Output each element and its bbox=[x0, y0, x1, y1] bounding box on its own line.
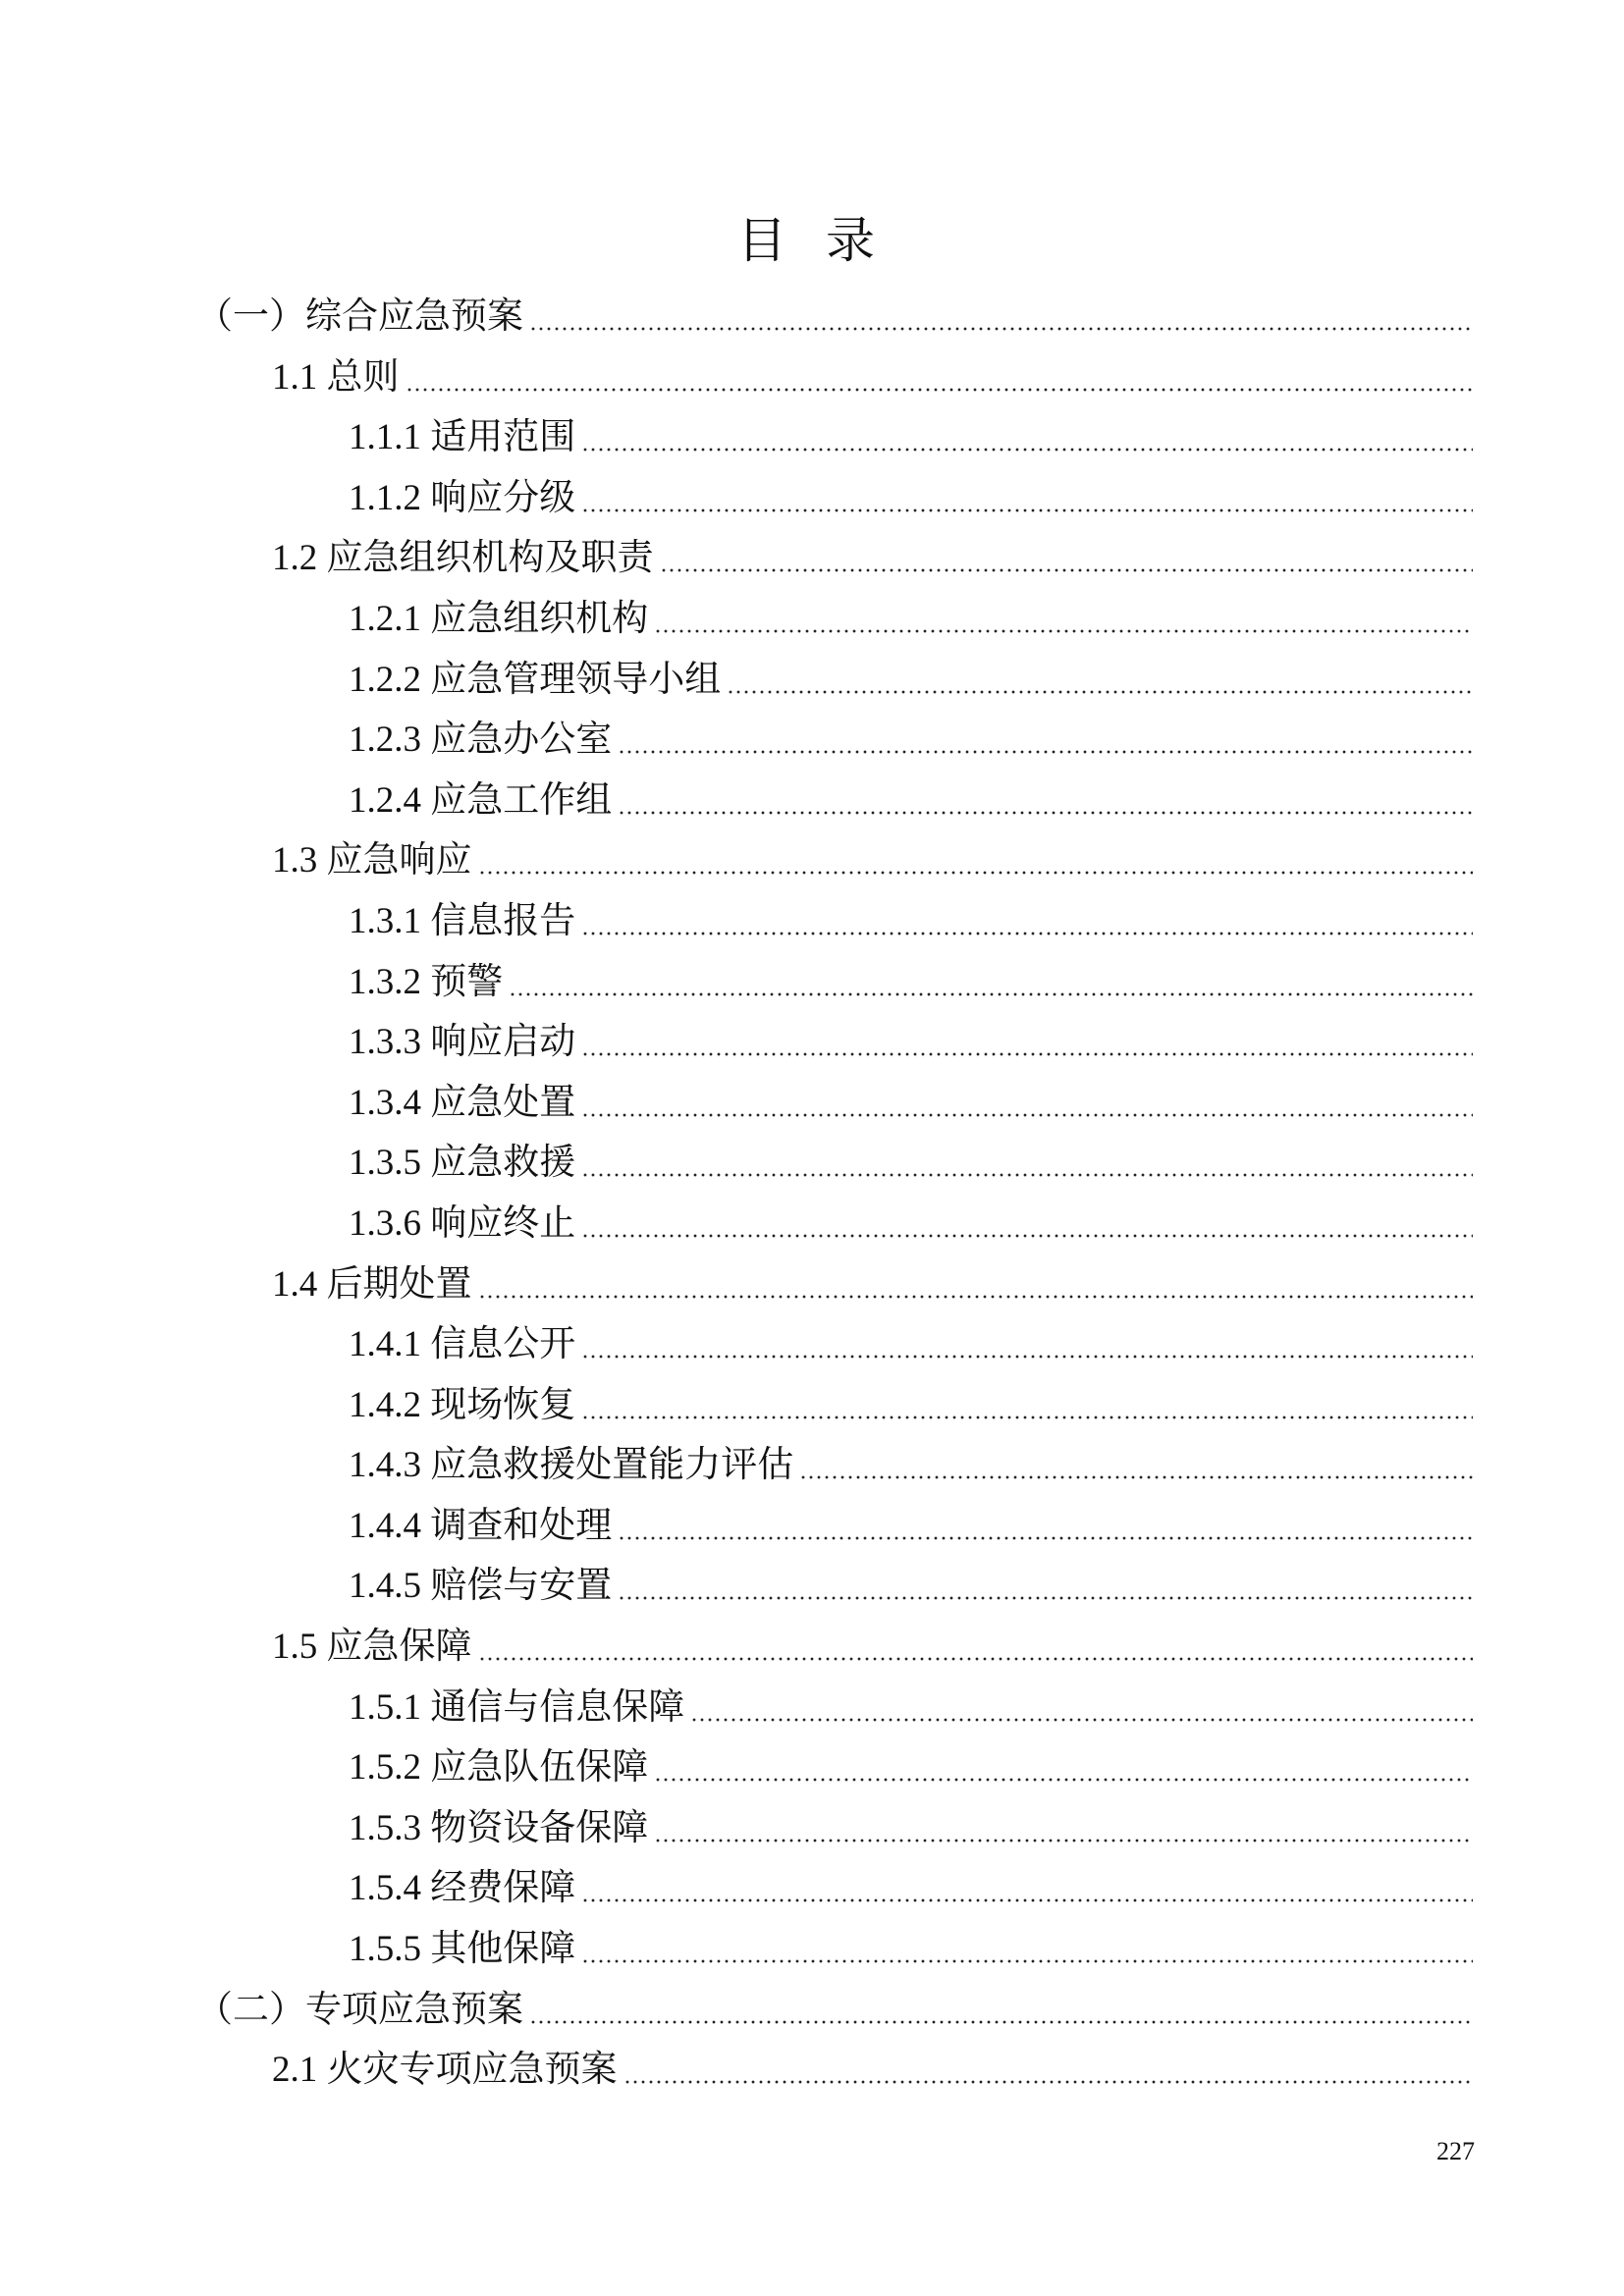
dot-leader bbox=[618, 771, 1473, 831]
dot-leader bbox=[581, 1194, 1473, 1255]
toc-entry-label: 1.3.3 响应启动 bbox=[349, 1022, 576, 1063]
toc-entry bbox=[196, 952, 1473, 1013]
toc-entry-label: 1.4.2 现场恢复 bbox=[349, 1384, 576, 1425]
toc-entry-label: 1.2.2 应急管理领导小组 bbox=[349, 659, 722, 700]
toc-entry bbox=[196, 1919, 1473, 1980]
toc-entry bbox=[196, 287, 1473, 347]
dot-leader bbox=[478, 1617, 1474, 1678]
dot-leader bbox=[581, 1858, 1473, 1919]
dot-leader bbox=[727, 650, 1473, 711]
toc-entry-label: 1.3.2 预警 bbox=[349, 961, 504, 1002]
dot-leader bbox=[660, 528, 1474, 589]
toc-entry bbox=[196, 589, 1473, 650]
toc-entry-label: 1.1 总则 bbox=[272, 356, 400, 398]
toc-entry-label: 1.4.3 应急救援处置能力评估 bbox=[349, 1445, 794, 1486]
dot-leader bbox=[529, 1980, 1473, 2041]
dot-leader bbox=[654, 1737, 1473, 1798]
dot-leader bbox=[690, 1678, 1473, 1738]
dot-leader bbox=[478, 830, 1474, 891]
toc-entry-label: 1.5.4 经费保障 bbox=[349, 1868, 576, 1909]
toc-entry bbox=[196, 407, 1473, 468]
toc-entry-label: 1.2 应急组织机构及职责 bbox=[272, 538, 654, 579]
toc-entry-label: 1.2.3 应急办公室 bbox=[349, 720, 613, 761]
dot-leader bbox=[618, 710, 1473, 771]
toc-entry bbox=[196, 1133, 1473, 1194]
toc-entry-label: 2.1 火灾专项应急预案 bbox=[272, 2050, 618, 2091]
toc-entry bbox=[196, 528, 1473, 589]
dot-leader bbox=[618, 1556, 1473, 1617]
toc-entry bbox=[196, 347, 1473, 408]
dot-leader bbox=[581, 1012, 1473, 1073]
toc-entry bbox=[196, 1617, 1473, 1678]
toc-entry bbox=[196, 2040, 1473, 2101]
toc-entry-label: 1.4 后期处置 bbox=[272, 1263, 472, 1305]
dot-leader bbox=[581, 1919, 1473, 1980]
toc-entry bbox=[196, 710, 1473, 771]
toc-entry-label: （一）综合应急预案 bbox=[196, 296, 523, 337]
toc-entry bbox=[196, 1496, 1473, 1557]
toc-entry-label: 1.5.5 其他保障 bbox=[349, 1929, 576, 1970]
dot-leader bbox=[654, 589, 1473, 650]
toc-entry-label: 1.3 应急响应 bbox=[272, 840, 472, 881]
toc-entry bbox=[196, 468, 1473, 529]
toc-entry-label: 1.2.4 应急工作组 bbox=[349, 779, 613, 821]
toc-entry-label: （二）专项应急预案 bbox=[196, 1989, 523, 2030]
toc-entry bbox=[196, 1375, 1473, 1436]
dot-leader bbox=[623, 2040, 1474, 2101]
toc-entry-label: 1.3.6 响应终止 bbox=[349, 1202, 576, 1244]
toc-entry bbox=[196, 1858, 1473, 1919]
dot-leader bbox=[581, 1073, 1473, 1134]
page-title: 目 录 bbox=[737, 212, 887, 269]
dot-leader bbox=[581, 468, 1473, 529]
toc-entry bbox=[196, 1980, 1473, 2041]
toc-entry bbox=[196, 1556, 1473, 1617]
toc-entry bbox=[196, 1073, 1473, 1134]
toc-entry-label: 1.3.1 信息报告 bbox=[349, 900, 576, 941]
dot-leader bbox=[799, 1435, 1473, 1496]
dot-leader bbox=[581, 1375, 1473, 1436]
toc-entry bbox=[196, 771, 1473, 831]
table-of-contents bbox=[196, 287, 1473, 2101]
toc-entry-label: 1.4.5 赔偿与安置 bbox=[349, 1566, 613, 1607]
toc-entry bbox=[196, 1012, 1473, 1073]
page-number: 227 bbox=[1436, 2137, 1475, 2165]
dot-leader bbox=[581, 407, 1473, 468]
dot-leader bbox=[654, 1798, 1473, 1859]
toc-entry bbox=[196, 830, 1473, 891]
toc-entry-label: 1.2.1 应急组织机构 bbox=[349, 598, 649, 639]
toc-entry bbox=[196, 1678, 1473, 1738]
dot-leader bbox=[509, 952, 1473, 1013]
toc-entry-label: 1.4.1 信息公开 bbox=[349, 1324, 576, 1365]
toc-entry-label: 1.5.3 物资设备保障 bbox=[349, 1807, 649, 1848]
toc-entry bbox=[196, 650, 1473, 711]
toc-entry-label: 1.5.1 通信与信息保障 bbox=[349, 1686, 685, 1728]
toc-entry bbox=[196, 1435, 1473, 1496]
dot-leader bbox=[529, 287, 1473, 347]
toc-entry-label: 1.5.2 应急队伍保障 bbox=[349, 1747, 649, 1789]
toc-entry-label: 1.1.1 适用范围 bbox=[349, 417, 576, 458]
toc-entry-label: 1.3.5 应急救援 bbox=[349, 1143, 576, 1184]
toc-entry-label: 1.5 应急保障 bbox=[272, 1627, 472, 1668]
toc-entry bbox=[196, 1737, 1473, 1798]
dot-leader bbox=[618, 1496, 1473, 1557]
toc-entry bbox=[196, 1798, 1473, 1859]
toc-entry bbox=[196, 891, 1473, 952]
toc-entry-label: 1.3.4 应急处置 bbox=[349, 1082, 576, 1123]
toc-entry-label: 1.1.2 响应分级 bbox=[349, 477, 576, 518]
toc-entry bbox=[196, 1255, 1473, 1315]
toc-entry-label: 1.4.4 调查和处理 bbox=[349, 1505, 613, 1546]
dot-leader bbox=[581, 1133, 1473, 1194]
toc-entry bbox=[196, 1194, 1473, 1255]
dot-leader bbox=[581, 1314, 1473, 1375]
dot-leader bbox=[478, 1255, 1474, 1315]
dot-leader bbox=[406, 347, 1474, 408]
toc-entry bbox=[196, 1314, 1473, 1375]
dot-leader bbox=[581, 891, 1473, 952]
